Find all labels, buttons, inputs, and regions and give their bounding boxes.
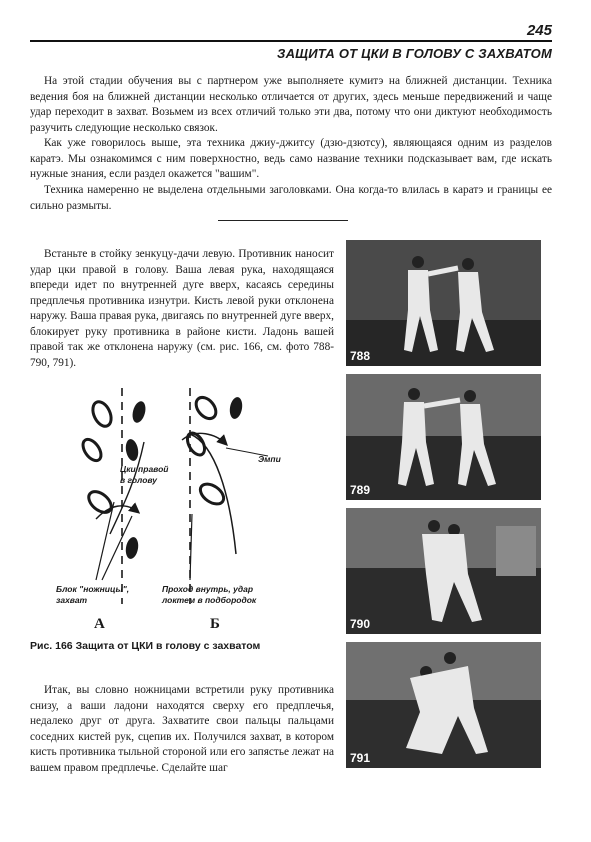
label-empi: Эмпи bbox=[258, 454, 281, 464]
label-pass bbox=[161, 584, 257, 605]
strike-curve-a bbox=[110, 442, 144, 534]
step-curve-b bbox=[190, 434, 236, 554]
photo-789-image bbox=[346, 374, 541, 500]
photo-790 bbox=[346, 508, 541, 634]
photo-790-image bbox=[346, 508, 541, 634]
figure-caption: Рис. 166 Защита от ЦКИ в голову с захватом bbox=[30, 640, 261, 652]
label-block-line-2: захват bbox=[56, 595, 88, 605]
label-tsuki-line-2: в голову bbox=[120, 475, 157, 485]
label-b: Б bbox=[210, 616, 220, 632]
figure-166 bbox=[40, 384, 320, 634]
photo-number: 790 bbox=[350, 617, 371, 631]
intro-paragraph-3: Техника намеренно не выделена отдельными заголовками. Она когда-то влилась в каратэ и границы ее сильно размыты. bbox=[30, 184, 552, 212]
header-rule bbox=[30, 40, 552, 42]
section-divider bbox=[218, 220, 348, 221]
photo-791 bbox=[346, 642, 541, 768]
photo-number: 788 bbox=[350, 349, 371, 363]
photo-788 bbox=[346, 240, 541, 366]
label-block bbox=[56, 584, 132, 605]
photo-number: 789 bbox=[350, 483, 371, 497]
intro-paragraph-1: На этой стадии обучения вы с партнером уже выполняете кумитэ на ближней дистанции. Техника ведения боя на ближней дистанции несколько отличается от других, здесь меньше передвижений и чаще удар переходит в захват. Возьмем из всех отличий только эти два, потому что они диктуют необходимость разучить следующие несколько связок. bbox=[30, 75, 552, 134]
page-number: 245 bbox=[526, 22, 552, 39]
running-title: ЗАЩИТА ОТ ЦКИ В ГОЛОВУ С ЗАХВАТОМ bbox=[277, 46, 552, 61]
photo-791-image bbox=[346, 642, 541, 768]
body-paragraph-2: Итак, вы словно ножницами встретили руку противника снизу, а ваши ладони находятся сверху его предплечья, недалеко друг от друга. Захватите свои пальцы пальцами соседних кистей рук, сцепив их. Получился захват, в котором кисть противника тыльной стороной или его запястье лежат на вашем правом предплечье. Сделайте шаг bbox=[30, 684, 334, 774]
photo-788-image bbox=[346, 240, 541, 366]
label-a: А bbox=[94, 616, 105, 632]
footprints-b bbox=[184, 394, 244, 508]
label-tsuki bbox=[120, 464, 171, 485]
intro-paragraph-2: Как уже говорилось выше, эта техника джиу-джитсу (дзю-дзютсу), являющаяся одним из разделов каратэ. Мы ознакомимся с ним поверхностно, ведь само название техники подсказывает вам, где искать нужные знания, если раздел окажется "вашим". bbox=[30, 137, 552, 180]
label-tsuki-line-1: Цки правой bbox=[120, 464, 169, 474]
footwork-diagram bbox=[40, 384, 320, 634]
label-pass-line-1: Проход внутрь, удар bbox=[162, 584, 254, 594]
label-block-line-1: Блок "ножницы", bbox=[56, 584, 130, 594]
photo-789 bbox=[346, 374, 541, 500]
label-pass-line-2: локтем в подбородок bbox=[162, 595, 257, 605]
photo-number: 791 bbox=[350, 751, 371, 765]
body-paragraph-1: Встаньте в стойку зенкуцу-дачи левую. Противник наносит удар цки правой в голову. Ваша левая рука, находящаяся впереди идет по внутренней дуге вверх, касаясь середины предплечья противника изнутри. Кисть левой руки отклонена наружу. Ваша правая рука, двигаясь по внутренней дуге вверх, блокирует руку противника в районе кисти. Ладонь вашей правой так же отклонена наружу (см. рис. 166, см. фото 788-790, 791). bbox=[30, 248, 334, 369]
